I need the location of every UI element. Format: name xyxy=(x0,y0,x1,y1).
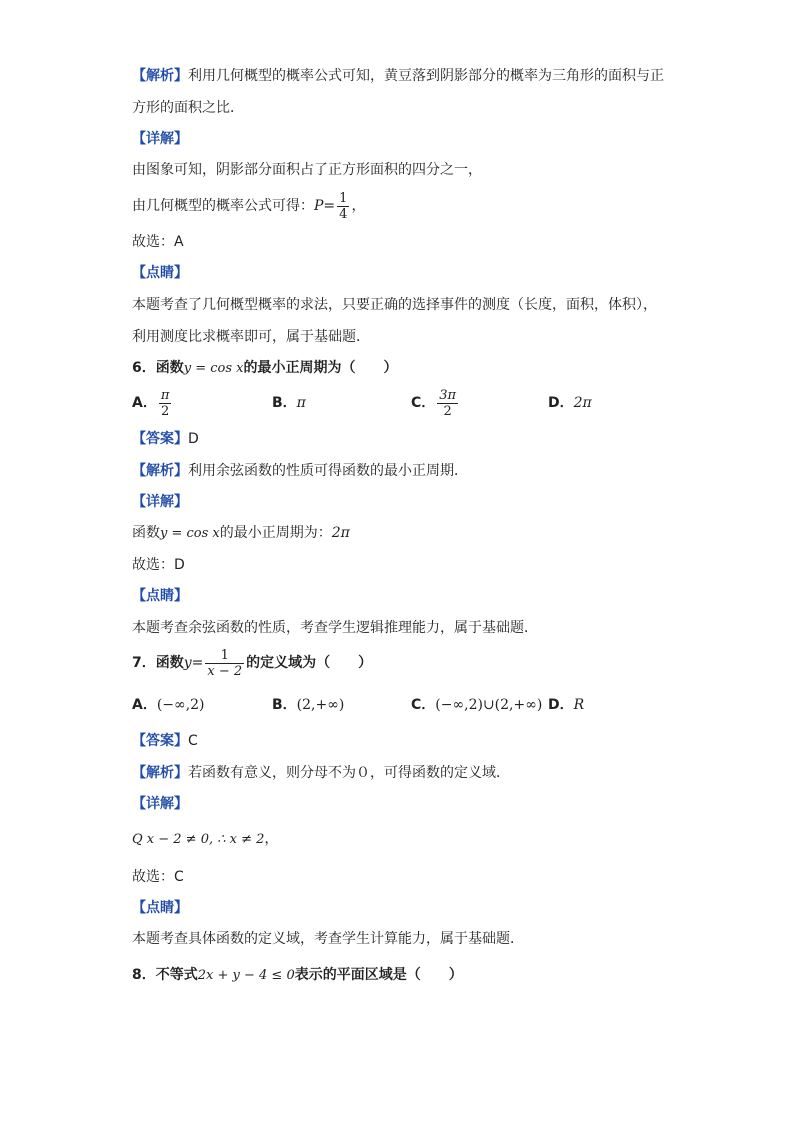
option-value: 2π xyxy=(573,395,592,411)
q7-comment: 本题考查具体函数的定义域，考查学生计算能力，属于基础题． xyxy=(132,931,524,947)
q7-option-b xyxy=(272,695,344,715)
detail-text: 由几何概型的概率公式可得： xyxy=(132,198,314,214)
stem-suffix: 的最小正周期为（ ） xyxy=(243,360,398,376)
fraction-denominator: 2 xyxy=(437,403,458,419)
q7-analysis xyxy=(132,763,510,783)
fraction-numerator: 1 xyxy=(220,647,229,663)
q5-comment-line-2: 利用测度比求概率即可，属于基础题． xyxy=(132,329,370,345)
fraction-numerator: π xyxy=(160,387,170,403)
detail-math: Q x − 2 ≠ 0, ∴ x ≠ 2 xyxy=(132,832,265,847)
stem-prefix: 8．不等式 xyxy=(132,967,198,983)
q5-comment-line-1: 本题考查了几何概型概率的求法，只要正确的选择事件的测度（长度，面积，体积）， xyxy=(132,297,657,313)
option-label: D． xyxy=(548,697,574,713)
q6-stem xyxy=(132,358,398,379)
option-value: (−∞,2) xyxy=(156,697,205,713)
stem-var: y xyxy=(183,655,192,671)
answer-tag: 【答案】 xyxy=(132,733,188,749)
option-value: R xyxy=(573,697,585,713)
q7-option-a xyxy=(132,695,205,715)
q6-answer xyxy=(132,429,199,449)
q6-comment-tag: 【点睛】 xyxy=(132,588,188,604)
q7-option-c xyxy=(411,695,542,715)
option-value: π xyxy=(296,395,306,411)
option-label: D． xyxy=(548,395,574,411)
detail-suffix: ， xyxy=(264,831,279,847)
q7-comment-tag: 【点睛】 xyxy=(132,900,188,916)
q6-choice: 故选：D xyxy=(132,557,185,573)
q6-option-d xyxy=(548,393,592,413)
analysis-tag: 【解析】 xyxy=(132,68,188,84)
fraction-denominator: 2 xyxy=(159,403,172,419)
fraction xyxy=(337,191,349,222)
analysis-text: 若函数有意义，则分母不为０，可得函数的定义域． xyxy=(188,765,510,781)
q6-option-b xyxy=(272,393,306,413)
q7-detail xyxy=(132,829,278,850)
option-fraction xyxy=(159,388,172,419)
fraction-denominator: x − 2 xyxy=(207,663,243,679)
q5-detail-line-1: 由图象可知，阴影部分面积占了正方形面积的四分之一， xyxy=(132,162,482,178)
q7-detail-tag: 【详解】 xyxy=(132,796,188,812)
q5-comment-tag: 【点睛】 xyxy=(132,265,188,281)
fraction-numerator: 1 xyxy=(339,190,348,206)
detail-value: 2π xyxy=(331,525,350,541)
q6-option-a xyxy=(132,386,173,420)
stem-fraction xyxy=(205,648,244,679)
answer-value: C xyxy=(188,733,198,749)
detail-mid: 的最小正周期为： xyxy=(219,525,332,541)
q5-detail-line-2 xyxy=(132,190,365,222)
option-value: (2,+∞) xyxy=(296,697,345,713)
option-label: A． xyxy=(132,395,157,411)
option-value: (−∞,2)∪(2,+∞) xyxy=(435,697,543,713)
option-label: B． xyxy=(272,395,297,411)
q7-option-d xyxy=(548,695,584,715)
q5-analysis-line-2: 方形的面积之比． xyxy=(132,100,244,116)
analysis-text: 利用余弦函数的性质可得函数的最小正周期． xyxy=(188,463,468,479)
detail-math: y = cos x xyxy=(160,526,220,541)
detail-suffix: ， xyxy=(351,198,366,214)
equals-sign: = xyxy=(191,655,204,671)
fraction-denominator: 4 xyxy=(339,206,348,222)
option-label: A． xyxy=(132,697,157,713)
q7-stem xyxy=(132,645,372,681)
q5-choice: 故选：A xyxy=(132,234,184,250)
q6-detail xyxy=(132,523,350,544)
q7-choice: 故选：C xyxy=(132,869,184,885)
q7-answer xyxy=(132,731,198,751)
answer-tag: 【答案】 xyxy=(132,431,188,447)
q6-comment: 本题考查余弦函数的性质，考查学生逻辑推理能力，属于基础题． xyxy=(132,620,538,636)
q6-analysis xyxy=(132,461,468,481)
q6-detail-tag: 【详解】 xyxy=(132,494,188,510)
fraction-numerator: 3π xyxy=(439,387,457,403)
stem-math: y = cos x xyxy=(183,361,244,376)
stem-suffix: 的定义域为（ ） xyxy=(246,655,373,671)
analysis-tag: 【解析】 xyxy=(132,463,188,479)
probability-var: P xyxy=(314,198,324,214)
answer-value: D xyxy=(188,431,199,447)
stem-prefix: 7．函数 xyxy=(132,655,184,671)
q5-analysis-line-1 xyxy=(132,66,664,86)
q8-stem xyxy=(132,965,463,986)
q6-option-c xyxy=(411,386,460,420)
detail-prefix: 函数 xyxy=(132,525,160,541)
q5-detail-tag: 【详解】 xyxy=(132,131,188,147)
option-fraction xyxy=(437,388,458,419)
option-label: C． xyxy=(411,697,436,713)
equals-sign: = xyxy=(323,198,336,214)
option-label: C． xyxy=(411,395,436,411)
stem-prefix: 6．函数 xyxy=(132,360,184,376)
stem-math: 2x + y − 4 ≤ 0 xyxy=(197,968,295,983)
analysis-tag: 【解析】 xyxy=(132,765,188,781)
analysis-text: 利用几何概型的概率公式可知，黄豆落到阴影部分的概率为三角形的面积与正 xyxy=(188,68,664,84)
option-label: B． xyxy=(272,697,297,713)
stem-suffix: 表示的平面区域是（ ） xyxy=(294,967,463,983)
